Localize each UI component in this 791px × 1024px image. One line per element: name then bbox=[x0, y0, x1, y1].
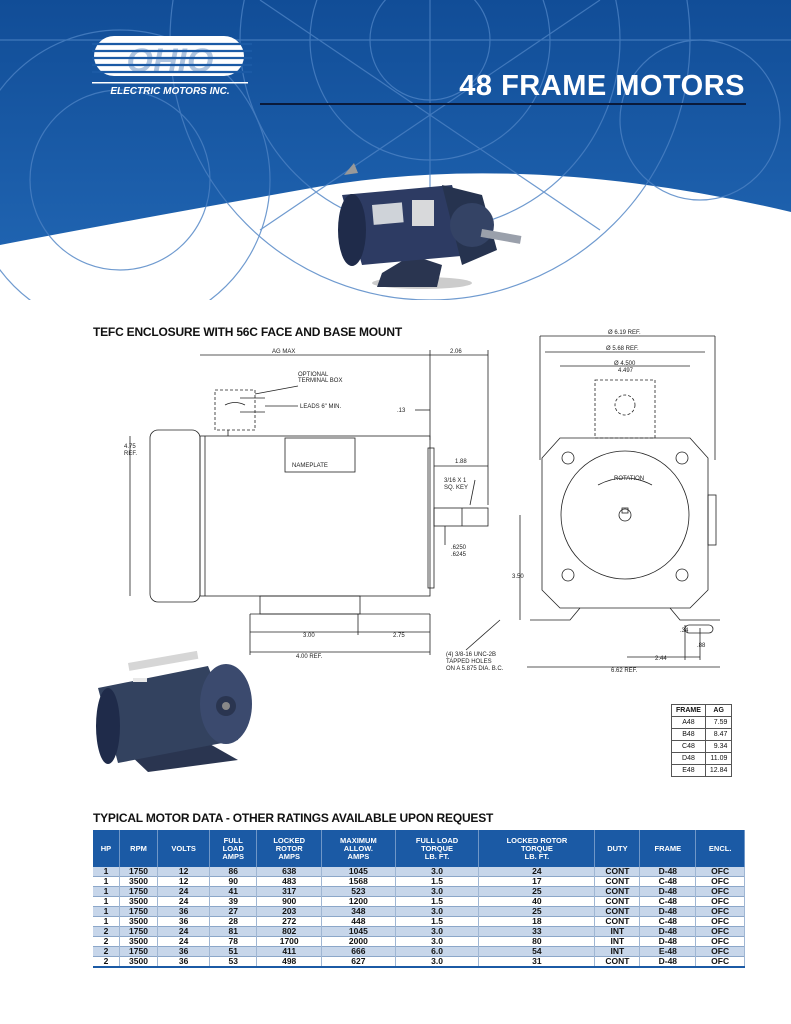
cell-locked-rotor-amps: 802 bbox=[257, 927, 322, 937]
table-row bbox=[93, 937, 745, 947]
cell-locked-rotor-torque: 80 bbox=[479, 937, 595, 947]
dim-662: 6.62 REF. bbox=[611, 668, 638, 674]
column-header-line: MAXIMUM bbox=[340, 835, 377, 845]
cell-locked-rotor-torque: 18 bbox=[479, 917, 595, 927]
label-rotation: ROTATION bbox=[614, 476, 645, 482]
column-header-line: ENCL. bbox=[708, 843, 732, 853]
table-row bbox=[93, 957, 745, 968]
cell-locked-rotor-amps: 638 bbox=[257, 867, 322, 877]
cell-max-allow-amps: 666 bbox=[322, 947, 396, 957]
cell-hp: 1 bbox=[93, 917, 119, 927]
label-key-2: SQ. KEY bbox=[444, 485, 469, 491]
cell-max-allow-amps: 448 bbox=[322, 917, 396, 927]
cell-locked-rotor-torque: 54 bbox=[479, 947, 595, 957]
column-header-line: FULL LOAD bbox=[415, 835, 459, 845]
column-header-line: VOLTS bbox=[171, 843, 196, 853]
cell-volts: 24 bbox=[158, 937, 210, 947]
table-row bbox=[93, 887, 745, 897]
cell-full-load-torque: 3.0 bbox=[395, 907, 479, 917]
dim-244: 2.44 bbox=[655, 656, 667, 662]
dim-568: Ø 5.68 REF. bbox=[606, 346, 639, 352]
cell-locked-rotor-torque: 40 bbox=[479, 897, 595, 907]
cell-full-load-amps: 27 bbox=[210, 907, 257, 917]
motor-data-heading: TYPICAL MOTOR DATA - OTHER RATINGS AVAILABLE UPON REQUEST bbox=[93, 811, 494, 825]
column-header-locked-rotor-torque bbox=[479, 830, 595, 867]
cell-frame: D-48 bbox=[640, 957, 696, 968]
dim-4500: Ø 4.500 bbox=[614, 361, 636, 367]
cell-hp: 1 bbox=[93, 887, 119, 897]
cell-hp: 1 bbox=[93, 897, 119, 907]
cell-full-load-amps: 81 bbox=[210, 927, 257, 937]
cell-full-load-torque: 1.5 bbox=[395, 917, 479, 927]
cell-rpm: 1750 bbox=[119, 947, 157, 957]
table-row bbox=[672, 717, 732, 729]
cell-full-load-torque: 1.5 bbox=[395, 897, 479, 907]
table-row bbox=[672, 729, 732, 741]
motor-photo-tefc bbox=[322, 155, 522, 295]
cell-locked-rotor-torque: 33 bbox=[479, 927, 595, 937]
column-header-max-allow-amps bbox=[322, 830, 396, 867]
ag-cell: 11.09 bbox=[705, 753, 732, 765]
cell-rpm: 3500 bbox=[119, 957, 157, 968]
cell-rpm: 3500 bbox=[119, 877, 157, 887]
column-header-line: DUTY bbox=[607, 843, 628, 853]
cell-encl: OFC bbox=[696, 917, 745, 927]
dim-ag-max: AG MAX bbox=[272, 349, 296, 355]
column-header-locked-rotor-amps bbox=[257, 830, 322, 867]
column-header-rpm bbox=[119, 830, 157, 867]
cell-max-allow-amps: 348 bbox=[322, 907, 396, 917]
column-header-hp bbox=[93, 830, 119, 867]
cell-volts: 36 bbox=[158, 947, 210, 957]
cell-rpm: 1750 bbox=[119, 867, 157, 877]
column-header-line: LB. FT. bbox=[524, 851, 550, 861]
cell-duty: INT bbox=[595, 937, 640, 947]
dim-013: .13 bbox=[397, 408, 406, 414]
column-header-line: AMPS bbox=[222, 851, 245, 861]
cell-rpm: 1750 bbox=[119, 907, 157, 917]
column-header-line: FULL bbox=[223, 835, 243, 845]
cell-volts: 12 bbox=[158, 877, 210, 887]
frame-cell: E48 bbox=[672, 765, 706, 777]
dim-188: 1.88 bbox=[455, 459, 467, 465]
cell-locked-rotor-torque: 17 bbox=[479, 877, 595, 887]
column-header-encl bbox=[696, 830, 745, 867]
cell-full-load-amps: 28 bbox=[210, 917, 257, 927]
cell-rpm: 3500 bbox=[119, 897, 157, 907]
column-header-line: LOAD bbox=[222, 843, 244, 853]
cell-frame: D-48 bbox=[640, 907, 696, 917]
table-row bbox=[672, 741, 732, 753]
cell-duty: CONT bbox=[595, 917, 640, 927]
cell-locked-rotor-torque: 24 bbox=[479, 867, 595, 877]
cell-hp: 2 bbox=[93, 957, 119, 968]
dim-088: .88 bbox=[697, 643, 706, 649]
column-header-volts bbox=[158, 830, 210, 867]
cell-frame: D-48 bbox=[640, 867, 696, 877]
cell-rpm: 3500 bbox=[119, 917, 157, 927]
cell-locked-rotor-torque: 31 bbox=[479, 957, 595, 968]
cell-volts: 24 bbox=[158, 897, 210, 907]
cell-max-allow-amps: 1045 bbox=[322, 867, 396, 877]
motor-data-table bbox=[93, 830, 745, 968]
table-row bbox=[93, 897, 745, 907]
cell-locked-rotor-torque: 25 bbox=[479, 907, 595, 917]
table-row bbox=[93, 907, 745, 917]
column-header-line: LB. FT. bbox=[424, 851, 450, 861]
cell-duty: CONT bbox=[595, 887, 640, 897]
logo-subtitle: ELECTRIC MOTORS INC. bbox=[110, 86, 230, 97]
frame-cell: D48 bbox=[672, 753, 706, 765]
column-header-duty bbox=[595, 830, 640, 867]
dim-350: 3.50 bbox=[512, 574, 524, 580]
column-header-frame bbox=[640, 830, 696, 867]
label-leads: LEADS 6" MIN. bbox=[300, 404, 342, 410]
cell-frame: D-48 bbox=[640, 927, 696, 937]
side-view-drawing bbox=[110, 340, 510, 680]
cell-locked-rotor-amps: 498 bbox=[257, 957, 322, 968]
cell-duty: CONT bbox=[595, 897, 640, 907]
dim-275: 2.75 bbox=[393, 633, 405, 639]
dim-475-2: REF. bbox=[124, 451, 138, 457]
column-header-line: TORQUE bbox=[421, 843, 454, 853]
frame-ag-table bbox=[671, 704, 732, 777]
cell-volts: 24 bbox=[158, 927, 210, 937]
ag-cell: 12.84 bbox=[705, 765, 732, 777]
cell-full-load-amps: 86 bbox=[210, 867, 257, 877]
cell-max-allow-amps: 627 bbox=[322, 957, 396, 968]
column-header-line: AMPS bbox=[278, 851, 301, 861]
dim-shaft-2: .6245 bbox=[451, 552, 467, 558]
cell-duty: CONT bbox=[595, 957, 640, 968]
cell-full-load-amps: 51 bbox=[210, 947, 257, 957]
label-holes-1: (4) 3/8-16 UNC-2B bbox=[446, 652, 497, 658]
cell-hp: 2 bbox=[93, 947, 119, 957]
ohio-logo bbox=[92, 28, 252, 100]
drawing-heading: TEFC ENCLOSURE WITH 56C FACE AND BASE MOUNT bbox=[93, 325, 402, 339]
cell-max-allow-amps: 1568 bbox=[322, 877, 396, 887]
table-row bbox=[93, 947, 745, 957]
end-view-drawing bbox=[500, 326, 750, 676]
cell-duty: INT bbox=[595, 947, 640, 957]
frame-cell: A48 bbox=[672, 717, 706, 729]
title-rule bbox=[260, 103, 746, 105]
column-header-line: ALLOW. bbox=[343, 843, 373, 853]
dim-206: 2.06 bbox=[450, 349, 462, 355]
cell-locked-rotor-torque: 25 bbox=[479, 887, 595, 897]
cell-full-load-torque: 3.0 bbox=[395, 867, 479, 877]
cell-encl: OFC bbox=[696, 887, 745, 897]
dim-619: Ø 6.19 REF. bbox=[608, 330, 641, 336]
label-optional-1: OPTIONAL bbox=[298, 372, 329, 378]
cell-duty: INT bbox=[595, 927, 640, 937]
cell-full-load-torque: 3.0 bbox=[395, 927, 479, 937]
table-row bbox=[93, 917, 745, 927]
dim-400: 4.00 REF. bbox=[296, 654, 323, 660]
cell-encl: OFC bbox=[696, 947, 745, 957]
cell-hp: 2 bbox=[93, 937, 119, 947]
cell-rpm: 1750 bbox=[119, 887, 157, 897]
column-header-line: HP bbox=[100, 843, 112, 853]
cell-encl: OFC bbox=[696, 937, 745, 947]
label-nameplate: NAMEPLATE bbox=[292, 463, 328, 469]
cell-volts: 36 bbox=[158, 957, 210, 968]
column-header-full-load-torque bbox=[395, 830, 479, 867]
cell-frame: D-48 bbox=[640, 887, 696, 897]
cell-hp: 1 bbox=[93, 867, 119, 877]
label-optional-2: TERMINAL BOX bbox=[298, 378, 343, 384]
ag-cell: 9.34 bbox=[705, 741, 732, 753]
cell-full-load-torque: 3.0 bbox=[395, 887, 479, 897]
cell-locked-rotor-amps: 411 bbox=[257, 947, 322, 957]
table-row bbox=[93, 867, 745, 877]
column-header-line: LOCKED bbox=[273, 835, 306, 845]
cell-hp: 1 bbox=[93, 877, 119, 887]
dim-034: .34 bbox=[680, 628, 689, 634]
label-key-1: 3/16 X 1 bbox=[444, 478, 467, 484]
label-holes-3: ON A 5.875 DIA. B.C. bbox=[446, 666, 504, 672]
cell-encl: OFC bbox=[696, 877, 745, 887]
cell-rpm: 1750 bbox=[119, 927, 157, 937]
cell-volts: 24 bbox=[158, 887, 210, 897]
dim-300: 3.00 bbox=[303, 633, 315, 639]
ag-cell: 8.47 bbox=[705, 729, 732, 741]
column-header-full-load-amps bbox=[210, 830, 257, 867]
cell-full-load-amps: 53 bbox=[210, 957, 257, 968]
cell-encl: OFC bbox=[696, 897, 745, 907]
cell-frame: C-48 bbox=[640, 897, 696, 907]
cell-encl: OFC bbox=[696, 867, 745, 877]
frame-header: FRAME bbox=[672, 705, 706, 717]
cell-frame: C-48 bbox=[640, 917, 696, 927]
table-row bbox=[672, 765, 732, 777]
dim-shaft-1: .6250 bbox=[451, 545, 467, 551]
label-holes-2: TAPPED HOLES bbox=[446, 659, 492, 665]
frame-cell: B48 bbox=[672, 729, 706, 741]
table-row bbox=[93, 927, 745, 937]
cell-full-load-torque: 1.5 bbox=[395, 877, 479, 887]
logo-wordmark: OHIO bbox=[126, 42, 214, 80]
cell-full-load-amps: 90 bbox=[210, 877, 257, 887]
cell-frame: C-48 bbox=[640, 877, 696, 887]
cell-full-load-torque: 3.0 bbox=[395, 937, 479, 947]
column-header-line: FRAME bbox=[654, 843, 682, 853]
cell-encl: OFC bbox=[696, 927, 745, 937]
table-row bbox=[93, 877, 745, 887]
cell-encl: OFC bbox=[696, 907, 745, 917]
dim-4497: 4.497 bbox=[618, 368, 634, 374]
motor-photo-dc bbox=[88, 648, 260, 773]
column-header-line: TORQUE bbox=[520, 843, 553, 853]
ag-cell: 7.59 bbox=[705, 717, 732, 729]
cell-duty: CONT bbox=[595, 867, 640, 877]
cell-full-load-amps: 39 bbox=[210, 897, 257, 907]
cell-frame: D-48 bbox=[640, 937, 696, 947]
cell-max-allow-amps: 2000 bbox=[322, 937, 396, 947]
cell-full-load-amps: 78 bbox=[210, 937, 257, 947]
cell-encl: OFC bbox=[696, 957, 745, 968]
page-title: 48 FRAME MOTORS bbox=[459, 70, 745, 102]
table-row bbox=[672, 753, 732, 765]
cell-volts: 36 bbox=[158, 917, 210, 927]
cell-max-allow-amps: 1045 bbox=[322, 927, 396, 937]
cell-hp: 2 bbox=[93, 927, 119, 937]
cell-locked-rotor-amps: 317 bbox=[257, 887, 322, 897]
frame-cell: C48 bbox=[672, 741, 706, 753]
cell-volts: 36 bbox=[158, 907, 210, 917]
cell-full-load-torque: 3.0 bbox=[395, 957, 479, 968]
cell-max-allow-amps: 523 bbox=[322, 887, 396, 897]
column-header-line: ROTOR bbox=[275, 843, 303, 853]
cell-hp: 1 bbox=[93, 907, 119, 917]
cell-locked-rotor-amps: 483 bbox=[257, 877, 322, 887]
cell-full-load-torque: 6.0 bbox=[395, 947, 479, 957]
ag-header: AG bbox=[705, 705, 732, 717]
table-header-row bbox=[93, 830, 745, 867]
cell-locked-rotor-amps: 900 bbox=[257, 897, 322, 907]
cell-locked-rotor-amps: 1700 bbox=[257, 937, 322, 947]
cell-locked-rotor-amps: 203 bbox=[257, 907, 322, 917]
cell-frame: E-48 bbox=[640, 947, 696, 957]
cell-volts: 12 bbox=[158, 867, 210, 877]
cell-duty: CONT bbox=[595, 877, 640, 887]
cell-rpm: 3500 bbox=[119, 937, 157, 947]
cell-duty: CONT bbox=[595, 907, 640, 917]
cell-locked-rotor-amps: 272 bbox=[257, 917, 322, 927]
cell-full-load-amps: 41 bbox=[210, 887, 257, 897]
cell-max-allow-amps: 1200 bbox=[322, 897, 396, 907]
column-header-line: RPM bbox=[130, 843, 147, 853]
column-header-line: AMPS bbox=[347, 851, 370, 861]
column-header-line: LOCKED ROTOR bbox=[506, 835, 568, 845]
dim-475-1: 4.75 bbox=[124, 444, 136, 450]
